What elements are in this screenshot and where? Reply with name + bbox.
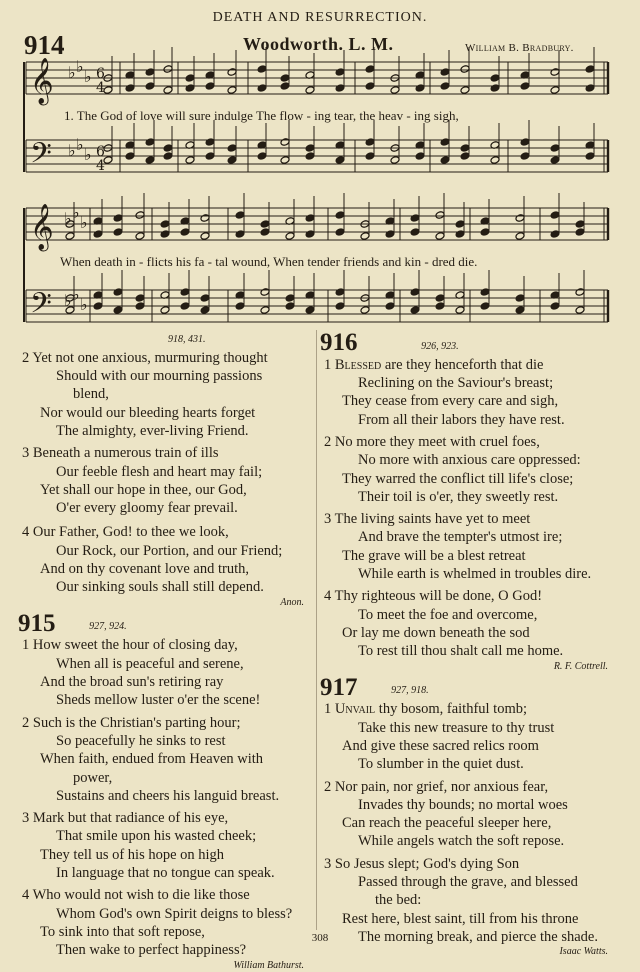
note-head: [335, 288, 345, 297]
note-head: [335, 156, 345, 165]
note-head: [163, 144, 173, 153]
note-head: [335, 211, 345, 220]
note-head: [460, 65, 470, 74]
flat-sign: ♭: [72, 203, 80, 222]
time-signature: 4: [96, 158, 105, 174]
hymn-915-verse-2: 2 Such is the Christian's parting hour; So peacefully he sinks to rest When faith, endued from Heaven with power, Sustains and cheers his languid breast.: [22, 714, 280, 804]
hymn-914-verse-3: 3 Beneath a numerous train of ills Our feeble flesh and heart may fail; Yet shall our hope in thee, our God, O'er every gloomy fear prevail.: [22, 445, 263, 517]
note-head: [335, 228, 345, 237]
note-head: [390, 156, 400, 165]
note-head: [480, 302, 490, 311]
hymn-916-author: R. F. Cottrell.: [553, 660, 608, 672]
note-head: [260, 220, 270, 229]
note-head: [135, 211, 145, 220]
note-head: [440, 68, 450, 77]
note-head: [335, 84, 345, 93]
hymn-914-verse-4: 4 Our Father, God! to thee we look, Our Rock, our Portion, and our Friend; And on thy covenant love and truth, Our sinking souls shall still depend.: [22, 524, 283, 596]
note-head: [515, 306, 525, 315]
note-head: [365, 65, 375, 74]
note-head: [135, 302, 145, 311]
hymn-914-number: 914: [24, 30, 65, 60]
note-head: [550, 144, 560, 153]
flat-sign: ♭: [64, 291, 72, 310]
hymn-915-author: William Bathurst.: [233, 959, 304, 971]
note-head: [285, 232, 295, 241]
note-head: [515, 294, 525, 303]
hymn-917-verse-2: 2 Nor pain, nor grief, nor anxious fear, Invades thy bounds; no mortal woes Can reach the peaceful sleeper here, While angels watch the soft repose.: [324, 778, 568, 850]
note-head: [257, 84, 267, 93]
note-head: [515, 214, 525, 223]
note-head: [550, 230, 560, 239]
treble-clef: 𝄞: [30, 58, 54, 104]
note-head: [440, 138, 450, 147]
note-head: [360, 306, 370, 315]
note-head: [200, 232, 210, 241]
note-head: [227, 68, 237, 77]
hymn-914-author: Anon.: [280, 596, 304, 608]
flat-sign: ♭: [64, 209, 72, 228]
note-head: [260, 288, 270, 297]
note-head: [135, 232, 145, 241]
note-head: [135, 294, 145, 303]
note-head: [200, 214, 210, 223]
note-head: [93, 230, 103, 239]
note-head: [515, 232, 525, 241]
note-head: [200, 294, 210, 303]
hymn-917-heading: [320, 675, 620, 701]
lyric-line-1: 1. The God of love will sure indulge The flow - ing tear, the heav - ing sigh,: [64, 108, 459, 123]
flat-sign: ♭: [68, 141, 76, 160]
note-head: [440, 82, 450, 91]
hymn-916-refs: 926, 923.: [421, 340, 459, 352]
note-head: [520, 138, 530, 147]
note-head: [435, 302, 445, 311]
note-head: [227, 86, 237, 95]
hymn-917-verse-1: 1 Unvail thy bosom, faithful tomb; Take this new treasure to thy trust And give these sacred relics room To slumber in the quiet dust.: [324, 701, 555, 773]
note-head: [410, 228, 420, 237]
note-head: [415, 152, 425, 161]
hymn-916-number: 916: [320, 329, 358, 356]
note-head: [585, 152, 595, 161]
note-head: [180, 228, 190, 237]
note-head: [93, 302, 103, 311]
note-head: [455, 306, 465, 315]
note-head: [455, 220, 465, 229]
note-head: [145, 138, 155, 147]
note-head: [160, 306, 170, 315]
hymn-915-verse-4: 4 Who would not wish to die like those Whom God's own Spirit deigns to bless? To sink into that soft repose, Then wake to perfect happiness?: [22, 887, 293, 959]
note-head: [385, 302, 395, 311]
note-head: [365, 82, 375, 91]
note-head: [260, 306, 270, 315]
hymn-916-heading: [320, 330, 620, 356]
lyric-line-2: When death in - flicts his fa - tal wound, When tender friends and kin - dred die.: [60, 254, 478, 269]
hymn-917-verse-3: 3 So Jesus slept; God's dying Son Passed through the grave, and blessed the bed: Rest here, blest saint, till from his throne The morning break, and pierce the shade.: [324, 855, 598, 945]
treble-clef: 𝄞: [30, 204, 54, 250]
note-head: [550, 211, 560, 220]
note-head: [435, 232, 445, 241]
note-head: [550, 86, 560, 95]
tune-name: Woodworth. L. M.: [243, 34, 394, 54]
note-head: [550, 156, 560, 165]
note-head: [490, 74, 500, 83]
hymn-916-verse-4: 4 Thy righteous will be done, O God! To meet the foe and overcome, Or lay me down beneath the sod To rest till thou shalt call me home.: [324, 588, 564, 660]
note-head: [460, 144, 470, 153]
time-signature: 4: [96, 80, 105, 96]
note-head: [180, 302, 190, 311]
bass-clef: 𝄢: [30, 137, 52, 177]
flat-sign: ♭: [76, 135, 84, 154]
note-head: [205, 152, 215, 161]
note-head: [113, 228, 123, 237]
note-head: [305, 152, 315, 161]
note-head: [235, 211, 245, 220]
note-head: [385, 230, 395, 239]
note-head: [160, 220, 170, 229]
right-column: [320, 330, 620, 958]
note-head: [280, 156, 290, 165]
note-head: [145, 68, 155, 77]
note-head: [365, 152, 375, 161]
hymn-917-author: Isaac Watts.: [559, 946, 608, 958]
note-head: [163, 65, 173, 74]
note-head: [145, 156, 155, 165]
hymn-914-refs: 918, 431.: [168, 333, 206, 345]
hymn-915-heading: [18, 611, 316, 637]
note-head: [257, 65, 267, 74]
note-head: [335, 302, 345, 311]
section-header: DEATH AND RESURRECTION.: [212, 10, 428, 25]
note-head: [460, 86, 470, 95]
note-head: [520, 82, 530, 91]
hymn-917-number: 917: [320, 673, 358, 701]
note-head: [125, 152, 135, 161]
note-head: [365, 138, 375, 147]
note-head: [575, 220, 585, 229]
hymn-915-refs: 927, 924.: [89, 621, 127, 633]
note-head: [257, 152, 267, 161]
note-head: [490, 156, 500, 165]
note-head: [575, 306, 585, 315]
note-head: [550, 302, 560, 311]
note-head: [360, 232, 370, 241]
note-head: [410, 288, 420, 297]
hymn-916-verse-1: 1 Blessed are they henceforth that die Reclining on the Saviour's breast; They cease from every care and sigh, From all their labors they have rest.: [324, 356, 565, 428]
note-head: [490, 84, 500, 93]
hymn-916-verse-3: 3 The living saints have yet to meet And brave the tempter's utmost ire; The grave will be a blest retreat While earth is whelmed in troubles dire.: [324, 511, 592, 583]
note-head: [435, 294, 445, 303]
note-head: [280, 138, 290, 147]
note-head: [480, 288, 490, 297]
hymn-915-verse-3: 3 Mark but that radiance of his eye, That smile upon his wasted cheek; They tell us of his hope on high In language that no tongue can speak.: [22, 810, 275, 882]
note-head: [435, 211, 445, 220]
flat-sign: ♭: [68, 63, 76, 82]
note-head: [260, 228, 270, 237]
left-column: [18, 330, 316, 972]
hymn-915-number: 915: [18, 609, 56, 637]
flat-sign: ♭: [80, 295, 88, 314]
time-signature: 6: [96, 66, 105, 82]
note-head: [460, 152, 470, 161]
hymn-914-refs-row: [18, 330, 316, 349]
page-number: 308: [311, 932, 329, 944]
note-head: [285, 302, 295, 311]
note-head: [185, 156, 195, 165]
note-head: [550, 68, 560, 77]
note-head: [520, 152, 530, 161]
note-head: [163, 152, 173, 161]
note-head: [227, 156, 237, 165]
note-head: [305, 306, 315, 315]
note-head: [205, 82, 215, 91]
hymn-917-refs: 927, 918.: [391, 685, 429, 697]
note-head: [235, 230, 245, 239]
note-head: [285, 294, 295, 303]
flat-sign: ♭: [72, 285, 80, 304]
note-head: [410, 306, 420, 315]
note-head: [280, 74, 290, 83]
hymn-916-verse-2: 2 No more they meet with cruel foes, No more with anxious care oppressed: They warred the conflict till life's close; Their toil is o'er, they sweetly rest.: [324, 434, 581, 505]
hymn-915-verse-1: 1 How sweet the hour of closing day, When all is peaceful and serene, And the broad sun's retiring ray Sheds mellow luster o'er the scene!: [22, 637, 261, 709]
note-head: [585, 65, 595, 74]
bass-clef: 𝄢: [30, 287, 52, 327]
note-head: [227, 144, 237, 153]
time-signature: 6: [96, 144, 105, 160]
note-head: [305, 230, 315, 239]
note-head: [125, 84, 135, 93]
note-head: [205, 138, 215, 147]
note-head: [163, 86, 173, 95]
note-head: [200, 306, 210, 315]
composer: William B. Bradbury.: [465, 42, 574, 54]
note-head: [480, 228, 490, 237]
note-head: [180, 288, 190, 297]
flat-sign: ♭: [84, 145, 92, 164]
note-head: [305, 214, 315, 223]
note-head: [440, 156, 450, 165]
note-head: [575, 228, 585, 237]
note-head: [113, 288, 123, 297]
flat-sign: ♭: [80, 213, 88, 232]
note-head: [235, 302, 245, 311]
note-head: [335, 68, 345, 77]
column-divider: [316, 330, 317, 930]
note-head: [185, 74, 195, 83]
note-head: [65, 232, 75, 241]
note-head: [305, 144, 315, 153]
note-head: [575, 288, 585, 297]
note-head: [415, 84, 425, 93]
note-head: [455, 230, 465, 239]
note-head: [305, 86, 315, 95]
note-head: [585, 84, 595, 93]
note-head: [185, 84, 195, 93]
music-score: [0, 0, 640, 330]
note-head: [113, 306, 123, 315]
note-head: [390, 86, 400, 95]
note-head: [113, 214, 123, 223]
note-head: [410, 214, 420, 223]
note-head: [160, 230, 170, 239]
flat-sign: ♭: [84, 67, 92, 86]
note-head: [280, 82, 290, 91]
note-head: [145, 82, 155, 91]
flat-sign: ♭: [76, 57, 84, 76]
hymn-914-verse-2: 2 Yet not one anxious, murmuring thought Should with our mourning passions blend, Nor would our bleeding hearts forget The almighty, ever-living Friend.: [22, 349, 268, 439]
